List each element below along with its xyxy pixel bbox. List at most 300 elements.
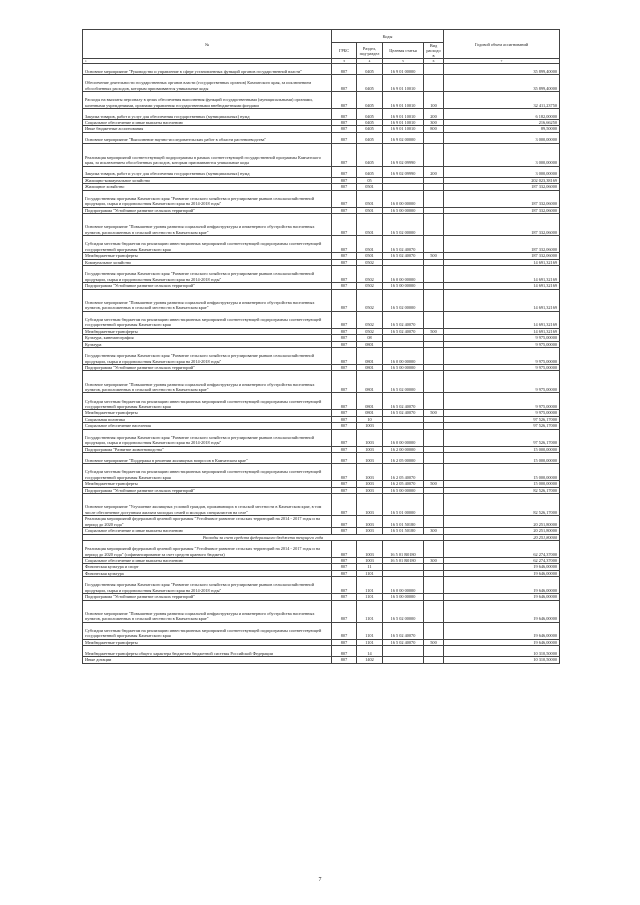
row-name-cell: Государственная программа Камчатского края "Развитие сельского хозяйства и регулирование рынков сельскохозяйственной продукции, сырья и продовольствия Камчатского края на 2014-2018 годы" bbox=[83, 190, 332, 207]
table-row bbox=[83, 214, 560, 236]
annual-volume-cell: 14 691,32169 bbox=[444, 289, 560, 311]
expense-type-cell bbox=[424, 371, 444, 393]
expense-type-cell: 300 bbox=[424, 557, 444, 563]
annual-volume-cell: 19 646,00000 bbox=[444, 639, 560, 645]
grbs-cell: 807 bbox=[332, 646, 357, 657]
annual-volume-cell: 14 691,32169 bbox=[444, 259, 560, 265]
section-cell: 1003 bbox=[357, 464, 383, 481]
annual-volume-cell: 9 975,00000 bbox=[444, 335, 560, 341]
target-article-cell: 16 5 02 00000 bbox=[383, 214, 424, 236]
annual-volume-cell: 14 691,32169 bbox=[444, 283, 560, 289]
annual-volume-cell: 6 182,00000 bbox=[444, 109, 560, 120]
target-article-cell: 16 9 02 09990 bbox=[383, 143, 424, 166]
target-article-cell: 16 5 02 40070 bbox=[383, 410, 424, 416]
row-name-cell: Государственная программа Камчатского края "Развитие сельского хозяйства и регулирование рынков сельскохозяйственной продукции, сырья и продовольствия Камчатского края на 2014-2018 годы" bbox=[83, 266, 332, 283]
table-row bbox=[83, 453, 560, 464]
section-cell: 0405 bbox=[357, 120, 383, 126]
expense-type-cell bbox=[424, 494, 444, 516]
section-cell: 1003 bbox=[357, 528, 383, 534]
table-row bbox=[83, 540, 560, 557]
grbs-cell: 807 bbox=[332, 266, 357, 283]
annual-volume-cell: 19 646,00000 bbox=[444, 564, 560, 570]
row-name-cell: Основное мероприятие "Выполнение научно-исследовательских работ в области растениеводства" bbox=[83, 132, 332, 143]
grbs-cell: 807 bbox=[332, 109, 357, 120]
row-name-cell: Межбюджетные трансферты bbox=[83, 253, 332, 259]
grbs-cell: 807 bbox=[332, 283, 357, 289]
row-name-cell: Подпрограмма "Устойчивое развитие сельских территорий" bbox=[83, 364, 332, 370]
target-article-cell: 16 0 00 00000 bbox=[383, 190, 424, 207]
table-row bbox=[83, 109, 560, 120]
row-name-cell: Субсидии местным бюджетам на реализацию инвестиционных мероприятий соответствующей подпрограммы соответствующей государственной программы Камчатского края bbox=[83, 236, 332, 253]
grbs-cell: 807 bbox=[332, 481, 357, 487]
row-name-cell: Основное мероприятие "Повышение уровня развития социальной инфраструктуры и инженерного обустройства населенных пунктов, расположенных в сельской местности в Камчатском крае" bbox=[83, 289, 332, 311]
section-cell: 0502 bbox=[357, 259, 383, 265]
annual-volume-cell: 187 332,06000 bbox=[444, 207, 560, 213]
expense-type-cell bbox=[424, 540, 444, 557]
target-article-cell: 16 5 01 50180 bbox=[383, 516, 424, 528]
expense-type-cell: 500 bbox=[424, 410, 444, 416]
grbs-cell: 807 bbox=[332, 429, 357, 446]
section-cell: 0405 bbox=[357, 126, 383, 132]
row-name-cell: Субсидии местным бюджетам на реализацию инвестиционных мероприятий соответствующей подпрограммы соответствующей государственной программы Камчатского края bbox=[83, 464, 332, 481]
target-article-cell: 16 0 00 00000 bbox=[383, 347, 424, 364]
expense-type-cell bbox=[424, 132, 444, 143]
row-name-cell: Подпрограмма "Устойчивое развитие сельских территорий" bbox=[83, 283, 332, 289]
table-row bbox=[83, 64, 560, 75]
expense-type-cell bbox=[424, 236, 444, 253]
target-article-header: Целевая статья bbox=[383, 43, 424, 59]
target-article-cell: 16 9 02 09990 bbox=[383, 166, 424, 177]
annual-volume-cell: 216,66250 bbox=[444, 120, 560, 126]
section-cell: 0405 bbox=[357, 75, 383, 92]
expense-type-cell: 500 bbox=[424, 639, 444, 645]
row-name-cell: Физическая культура и спорт bbox=[83, 564, 332, 570]
section-cell: 1003 bbox=[357, 540, 383, 557]
section-cell: 0405 bbox=[357, 132, 383, 143]
expense-type-cell bbox=[424, 577, 444, 594]
table-row bbox=[83, 600, 560, 622]
grbs-cell: 807 bbox=[332, 236, 357, 253]
annual-volume-cell: 14 691,32169 bbox=[444, 266, 560, 283]
annual-volume-cell: 62 274,37000 bbox=[444, 540, 560, 557]
target-article-cell: 16 5 00 00000 bbox=[383, 207, 424, 213]
row-name-cell: Культура, кинематография bbox=[83, 335, 332, 341]
expense-type-cell: 300 bbox=[424, 528, 444, 534]
target-article-cell: 16 2 05 40070 bbox=[383, 464, 424, 481]
annual-volume-cell: 3 000,00000 bbox=[444, 143, 560, 166]
section-cell: 0502 bbox=[357, 328, 383, 334]
expense-type-cell bbox=[424, 622, 444, 639]
grbs-cell: 807 bbox=[332, 557, 357, 563]
row-name-cell: Субсидии местным бюджетам на реализацию инвестиционных мероприятий соответствующей подпрограммы соответствующей государственной программы Камчатского края bbox=[83, 311, 332, 328]
section-cell: 0405 bbox=[357, 92, 383, 109]
section-cell: 0405 bbox=[357, 109, 383, 120]
expense-type-cell: 500 bbox=[424, 253, 444, 259]
section-cell: 1003 bbox=[357, 481, 383, 487]
row-name-cell: Межбюджетные трансферты bbox=[83, 481, 332, 487]
grbs-cell: 807 bbox=[332, 423, 357, 429]
grbs-cell: 807 bbox=[332, 446, 357, 452]
grbs-cell: 807 bbox=[332, 207, 357, 213]
expense-type-cell: 500 bbox=[424, 328, 444, 334]
section-cell: 1003 bbox=[357, 494, 383, 516]
row-name-cell: Основное мероприятие "Руководство и управление в сфере установленных функций органов государственной власти" bbox=[83, 64, 332, 75]
row-name-cell: Основное мероприятие "Поддержка в решении жилищных вопросов в Камчатском крае" bbox=[83, 453, 332, 464]
grbs-cell: 807 bbox=[332, 416, 357, 422]
table-row bbox=[83, 429, 560, 446]
expense-type-cell bbox=[424, 289, 444, 311]
colnum-6: 6 bbox=[424, 59, 444, 64]
annual-volume-cell: 97 526,17000 bbox=[444, 416, 560, 422]
table-row bbox=[83, 371, 560, 393]
target-article-cell: 16 5 00 00000 bbox=[383, 283, 424, 289]
target-article-cell: 16 9 01 10010 bbox=[383, 109, 424, 120]
annual-volume-cell: 97 526,17000 bbox=[444, 423, 560, 429]
annual-volume-cell: 9 975,00000 bbox=[444, 393, 560, 410]
expense-type-cell bbox=[424, 347, 444, 364]
grbs-cell: 807 bbox=[332, 190, 357, 207]
row-name-cell: Закупка товаров, работ и услуг для обеспечения государственных (муниципальных) нужд bbox=[83, 109, 332, 120]
row-name-cell: Иные бюджетные ассигнования bbox=[83, 126, 332, 132]
colnum-4: 4 bbox=[357, 59, 383, 64]
grbs-header: ГРБС bbox=[332, 43, 357, 59]
table-row bbox=[83, 236, 560, 253]
annual-volume-cell: 187 332,06000 bbox=[444, 184, 560, 190]
row-name-cell: Основное мероприятие "Повышение уровня развития социальной инфраструктуры и инженерного обустройства населенных пунктов, расположенных в сельской местности в Камчатском крае" bbox=[83, 214, 332, 236]
grbs-cell: 807 bbox=[332, 371, 357, 393]
grbs-cell: 807 bbox=[332, 570, 357, 576]
row-name-cell: Реализация мероприятий федеральной целевой программы "Устойчивое развитие сельских территорий на 2014 - 2017 годы и на период до 2020 года" (софинансирование за счет средств краевого бюджета) bbox=[83, 540, 332, 557]
target-article-cell: 16 5 02 40070 bbox=[383, 311, 424, 328]
section-cell: 0501 bbox=[357, 214, 383, 236]
colnum-3: 3 bbox=[332, 59, 357, 64]
target-article-cell: 16 5 01 50180 bbox=[383, 528, 424, 534]
annual-volume-cell: 10 310,50000 bbox=[444, 657, 560, 663]
annual-volume-cell: 62 274,37000 bbox=[444, 557, 560, 563]
table-row bbox=[83, 289, 560, 311]
target-article-cell: 16 9 01 10010 bbox=[383, 120, 424, 126]
table-row bbox=[83, 516, 560, 528]
grbs-cell: 807 bbox=[332, 594, 357, 600]
grbs-cell: 807 bbox=[332, 120, 357, 126]
target-article-cell: 16 9 01 00000 bbox=[383, 64, 424, 75]
target-article-cell: 16 5 01 R0180 bbox=[383, 557, 424, 563]
target-article-cell: 16 9 01 10010 bbox=[383, 75, 424, 92]
table-row bbox=[83, 393, 560, 410]
colnum-5: 5 bbox=[383, 59, 424, 64]
grbs-cell: 807 bbox=[332, 289, 357, 311]
row-name-cell: Государственная программа Камчатского края "Развитие сельского хозяйства и регулирование рынков сельскохозяйственной продукции, сырья и продовольствия Камчатского края на 2014-2018 годы" bbox=[83, 429, 332, 446]
annual-volume-cell: 187 332,06000 bbox=[444, 253, 560, 259]
annual-volume-cell: 82 526,17000 bbox=[444, 494, 560, 516]
section-cell: 0405 bbox=[357, 143, 383, 166]
codes-header: Коды bbox=[332, 30, 444, 43]
row-name-cell: Социальное обеспечение и иные выплаты населению bbox=[83, 528, 332, 534]
row-name-cell: Подпрограмма "Развитие животноводства" bbox=[83, 446, 332, 452]
grbs-cell: 807 bbox=[332, 600, 357, 622]
annual-volume-cell: 10 310,50000 bbox=[444, 646, 560, 657]
table-header bbox=[83, 30, 560, 64]
annual-volume-cell: 35 899,40000 bbox=[444, 64, 560, 75]
page-number: 7 bbox=[318, 877, 322, 883]
expense-type-cell bbox=[424, 311, 444, 328]
row-name-cell: Основное мероприятие "Повышение уровня развития социальной инфраструктуры и инженерного обустройства населенных пунктов, расположенных в сельской местности в Камчатском крае" bbox=[83, 371, 332, 393]
target-article-cell bbox=[383, 657, 424, 663]
table-row bbox=[83, 132, 560, 143]
grbs-cell: 807 bbox=[332, 487, 357, 493]
table-row bbox=[83, 577, 560, 594]
target-article-cell: 16 9 01 10010 bbox=[383, 126, 424, 132]
target-article-cell: 16 5 02 00000 bbox=[383, 600, 424, 622]
grbs-cell: 807 bbox=[332, 126, 357, 132]
expense-type-cell: 500 bbox=[424, 481, 444, 487]
target-article-cell: 16 2 05 40070 bbox=[383, 481, 424, 487]
section-cell: 0501 bbox=[357, 236, 383, 253]
section-cell: 1003 bbox=[357, 516, 383, 528]
target-article-cell: 16 0 00 00000 bbox=[383, 266, 424, 283]
table-row bbox=[83, 347, 560, 364]
grbs-cell: 807 bbox=[332, 341, 357, 347]
annual-volume-cell: 3 000,00000 bbox=[444, 166, 560, 177]
section-cell: 1003 bbox=[357, 557, 383, 563]
expense-type-cell bbox=[424, 646, 444, 657]
row-name-cell: Расходы на выплаты персоналу в целях обеспечения выполнения функций государственными (муниципальными) органами, казенными учреждениями, органами управления государственными внебюджетными фондами bbox=[83, 92, 332, 109]
expense-type-cell bbox=[424, 516, 444, 528]
section-cell: 08 bbox=[357, 335, 383, 341]
grbs-cell: 807 bbox=[332, 143, 357, 166]
section-cell: 1101 bbox=[357, 570, 383, 576]
annual-volume-cell: 19 646,00000 bbox=[444, 594, 560, 600]
table-row bbox=[83, 622, 560, 639]
section-cell: 0801 bbox=[357, 393, 383, 410]
grbs-cell: 807 bbox=[332, 177, 357, 183]
section-cell: 1003 bbox=[357, 429, 383, 446]
section-cell: 1101 bbox=[357, 594, 383, 600]
row-name-cell: Социальное обеспечение и иные выплаты населению bbox=[83, 557, 332, 563]
annual-volume-cell: 20 251,80000 bbox=[444, 516, 560, 528]
table-row bbox=[83, 464, 560, 481]
grbs-cell: 807 bbox=[332, 92, 357, 109]
section-cell: 05 bbox=[357, 177, 383, 183]
expense-type-cell bbox=[424, 64, 444, 75]
table-body bbox=[83, 64, 560, 664]
section-cell: 1101 bbox=[357, 577, 383, 594]
grbs-cell: 807 bbox=[332, 253, 357, 259]
grbs-cell: 807 bbox=[332, 494, 357, 516]
table-row bbox=[83, 311, 560, 328]
expense-type-cell bbox=[424, 464, 444, 481]
target-article-cell: 16 5 01 00000 bbox=[383, 494, 424, 516]
annual-volume-cell: 32 411,23750 bbox=[444, 92, 560, 109]
expense-type-cell bbox=[424, 429, 444, 446]
grbs-cell: 807 bbox=[332, 564, 357, 570]
annual-volume-cell: 82 526,17000 bbox=[444, 487, 560, 493]
row-name-cell: Основное мероприятие "Повышение уровня развития социальной инфраструктуры и инженерного обустройства населенных пунктов, расположенных в сельской местности в Камчатском крае" bbox=[83, 600, 332, 622]
expense-type-cell: 800 bbox=[424, 126, 444, 132]
target-article-cell: 16 5 00 00000 bbox=[383, 487, 424, 493]
section-cell: 1003 bbox=[357, 453, 383, 464]
target-article-cell: 16 5 00 00000 bbox=[383, 594, 424, 600]
target-article-cell: 16 5 02 00000 bbox=[383, 371, 424, 393]
grbs-cell: 807 bbox=[332, 335, 357, 341]
expense-type-cell bbox=[424, 214, 444, 236]
table-row bbox=[83, 75, 560, 92]
row-name-cell: Коммунальное хозяйство bbox=[83, 259, 332, 265]
annual-volume-cell: 202 023,38169 bbox=[444, 177, 560, 183]
grbs-cell: 807 bbox=[332, 184, 357, 190]
section-cell: 0502 bbox=[357, 266, 383, 283]
target-article-cell: 16 5 01 R0180 bbox=[383, 540, 424, 557]
section-cell: 1101 bbox=[357, 622, 383, 639]
annual-volume-cell: 14 691,32169 bbox=[444, 311, 560, 328]
row-name-cell: Подпрограмма "Устойчивое развитие сельских территорий" bbox=[83, 487, 332, 493]
section-header: Раздел, под-раздел bbox=[357, 43, 383, 59]
expense-type-cell bbox=[424, 600, 444, 622]
section-cell: 0801 bbox=[357, 371, 383, 393]
expense-type-cell bbox=[424, 143, 444, 166]
expense-type-cell bbox=[424, 266, 444, 283]
annual-volume-cell: 35 899,40000 bbox=[444, 75, 560, 92]
section-cell: 0501 bbox=[357, 207, 383, 213]
grbs-cell: 807 bbox=[332, 516, 357, 528]
grbs-cell: 807 bbox=[332, 393, 357, 410]
expense-type-header: Вид расходов bbox=[424, 43, 444, 59]
row-name-cell: Субсидии местным бюджетам на реализацию инвестиционных мероприятий соответствующей подпрограммы соответствующей государственной программы Камчатского края bbox=[83, 622, 332, 639]
annual-volume-cell: 15 000,00000 bbox=[444, 464, 560, 481]
annual-volume-cell: 15 000,00000 bbox=[444, 481, 560, 487]
grbs-cell: 807 bbox=[332, 577, 357, 594]
section-cell: 0501 bbox=[357, 184, 383, 190]
target-article-cell: 16 5 02 40070 bbox=[383, 253, 424, 259]
section-cell: 1003 bbox=[357, 446, 383, 452]
expense-type-cell bbox=[424, 190, 444, 207]
annual-volume-cell: 19 646,00000 bbox=[444, 622, 560, 639]
section-cell: 0502 bbox=[357, 289, 383, 311]
row-name-cell: Межбюджетные трансферты общего характера бюджетам бюджетной системы Российской Федерации bbox=[83, 646, 332, 657]
row-name-cell: Межбюджетные трансферты bbox=[83, 639, 332, 645]
expense-type-cell: 200 bbox=[424, 109, 444, 120]
budget-sheet bbox=[82, 29, 559, 664]
grbs-cell: 807 bbox=[332, 364, 357, 370]
table-row bbox=[83, 92, 560, 109]
target-article-cell: 16 0 00 00000 bbox=[383, 429, 424, 446]
grbs-cell: 807 bbox=[332, 622, 357, 639]
target-article-cell: 16 9 02 00000 bbox=[383, 132, 424, 143]
grbs-cell: 807 bbox=[332, 639, 357, 645]
annual-volume-cell: 3 000,00000 bbox=[444, 132, 560, 143]
annual-volume-cell: 9 975,00000 bbox=[444, 364, 560, 370]
section-cell: 0501 bbox=[357, 253, 383, 259]
annual-volume-cell: 19 646,00000 bbox=[444, 600, 560, 622]
target-article-cell: 16 5 02 00000 bbox=[383, 289, 424, 311]
target-article-cell: 16 0 00 00000 bbox=[383, 577, 424, 594]
target-article-cell: 16 2 05 00000 bbox=[383, 453, 424, 464]
expense-type-cell bbox=[424, 453, 444, 464]
grbs-cell: 807 bbox=[332, 64, 357, 75]
annual-volume-cell: 19 646,00000 bbox=[444, 570, 560, 576]
row-name-cell: Жилищное хозяйство bbox=[83, 184, 332, 190]
table-row bbox=[83, 646, 560, 657]
colnum-7: 7 bbox=[444, 59, 560, 64]
annual-volume-cell: 187 332,06000 bbox=[444, 214, 560, 236]
grbs-cell: 807 bbox=[332, 214, 357, 236]
annual-volume-cell: 9 975,00000 bbox=[444, 341, 560, 347]
target-article-cell: 16 5 02 40070 bbox=[383, 393, 424, 410]
grbs-cell: 807 bbox=[332, 528, 357, 534]
section-cell: 1101 bbox=[357, 600, 383, 622]
target-article-cell: 16 5 00 00000 bbox=[383, 364, 424, 370]
row-name-cell: Государственная программа Камчатского края "Развитие сельского хозяйства и регулирование рынков сельскохозяйственной продукции, сырья и продовольствия Камчатского края на 2014-2018 годы" bbox=[83, 347, 332, 364]
row-name-cell: Государственная программа Камчатского края "Развитие сельского хозяйства и регулирование рынков сельскохозяйственной продукции, сырья и продовольствия Камчатского края на 2014-2018 годы" bbox=[83, 577, 332, 594]
row-name-cell: Подпрограмма "Устойчивое развитие сельских территорий" bbox=[83, 207, 332, 213]
target-article-cell: 16 5 02 40070 bbox=[383, 236, 424, 253]
annual-volume-cell: 9 975,00000 bbox=[444, 371, 560, 393]
grbs-cell: 807 bbox=[332, 328, 357, 334]
row-name-cell: Подпрограмма "Устойчивое развитие сельских территорий" bbox=[83, 594, 332, 600]
expense-type-cell: 300 bbox=[424, 120, 444, 126]
row-name-cell: Культура bbox=[83, 341, 332, 347]
expense-type-cell bbox=[424, 393, 444, 410]
row-name-cell: Реализация мероприятий федеральной целевой программы "Устойчивое развитие сельских территорий на 2014 - 2017 годы и на период до 2020 года" bbox=[83, 516, 332, 528]
expense-type-cell bbox=[424, 657, 444, 663]
section-cell: 0801 bbox=[357, 347, 383, 364]
annual-volume-cell: 15 000,00000 bbox=[444, 453, 560, 464]
grbs-cell: 807 bbox=[332, 347, 357, 364]
num-header: № bbox=[83, 30, 332, 59]
annual-volume-cell: 15 000,00000 bbox=[444, 446, 560, 452]
target-article-cell: 16 5 02 40070 bbox=[383, 622, 424, 639]
annual-volume-cell: 19 646,00000 bbox=[444, 577, 560, 594]
expense-type-cell bbox=[424, 75, 444, 92]
annual-volume-cell: 20 251,80000 bbox=[444, 528, 560, 534]
grbs-cell: 807 bbox=[332, 464, 357, 481]
annual-volume-cell: 97 526,17000 bbox=[444, 429, 560, 446]
grbs-cell: 807 bbox=[332, 311, 357, 328]
grbs-cell: 807 bbox=[332, 132, 357, 143]
section-cell: 1003 bbox=[357, 423, 383, 429]
table-row bbox=[83, 657, 560, 663]
section-cell: 11 bbox=[357, 564, 383, 570]
target-article-cell bbox=[383, 646, 424, 657]
section-cell: 1402 bbox=[357, 657, 383, 663]
row-name-cell: Основное мероприятие "Улучшение жилищных условий граждан, проживающих в сельской местности в Камчатском крае, в том числе обеспечение доступным жильем молодых семей и молодых специалистов на селе" bbox=[83, 494, 332, 516]
row-name-cell: Социальная политика bbox=[83, 416, 332, 422]
annual-volume-cell: 187 332,06000 bbox=[444, 190, 560, 207]
row-name-cell: Иные дотации bbox=[83, 657, 332, 663]
section-cell: 0801 bbox=[357, 364, 383, 370]
section-cell: 0501 bbox=[357, 190, 383, 207]
annual-volume-cell: 20 251,80000 bbox=[444, 534, 560, 540]
row-name-cell: Жилищно-коммунальное хозяйство bbox=[83, 177, 332, 183]
target-article-cell: 16 9 01 10010 bbox=[383, 92, 424, 109]
row-name-cell: Обеспечение деятельности государственных органов власти (государственных органов) Камчатского края, за исключением обособленных расходов, которым присваиваются уникальные коды bbox=[83, 75, 332, 92]
annual-volume-cell: 9 975,00000 bbox=[444, 410, 560, 416]
grbs-cell: 807 bbox=[332, 259, 357, 265]
grbs-cell: 807 bbox=[332, 453, 357, 464]
table-row bbox=[83, 190, 560, 207]
grbs-cell: 807 bbox=[332, 410, 357, 416]
row-name-cell: Физическая культура bbox=[83, 570, 332, 576]
table-row bbox=[83, 166, 560, 177]
annual-volume-cell: 9 975,00000 bbox=[444, 347, 560, 364]
grbs-cell: 807 bbox=[332, 540, 357, 557]
expense-type-cell: 100 bbox=[424, 92, 444, 109]
section-cell: 0801 bbox=[357, 410, 383, 416]
annual-volume-header: Годовой объем ассигнований bbox=[444, 30, 560, 59]
section-cell: 0502 bbox=[357, 311, 383, 328]
row-name-cell: Социальное обеспечение и иные выплаты населению bbox=[83, 120, 332, 126]
row-name-cell: Закупка товаров, работ и услуг для обеспечения государственных (муниципальных) нужд bbox=[83, 166, 332, 177]
